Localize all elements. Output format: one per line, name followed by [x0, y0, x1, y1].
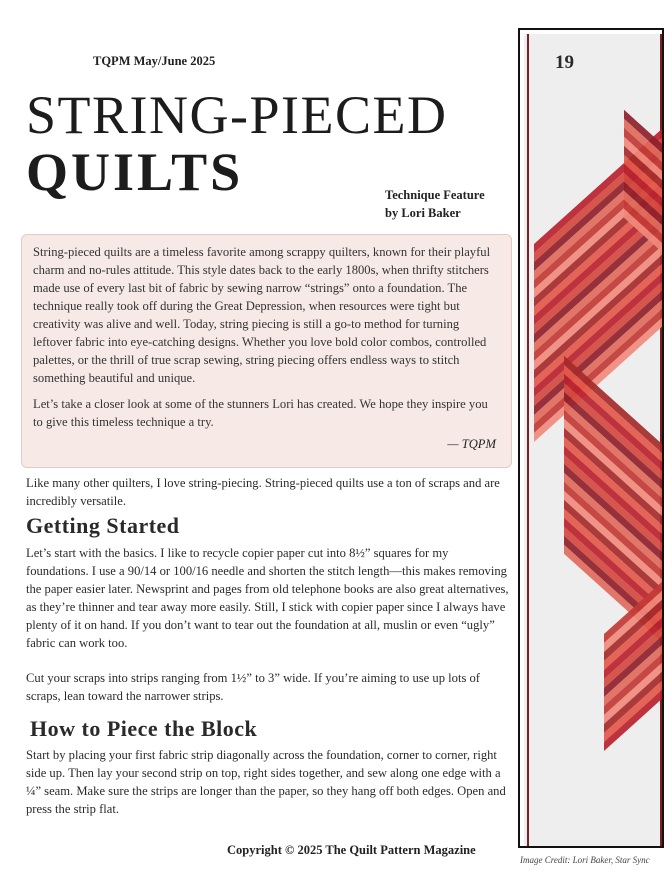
- getting-started-paragraph-2: Cut your scraps into strips ranging from 1½” to 3” wide. If you’re aiming to use up lots of scraps, lean toward the narrower strips.: [26, 671, 480, 703]
- intro-paragraph-1: String-pieced quilts are a timeless favorite among scrappy quilters, known for their playful charm and no-rules attitude. This style dates back to the early 1800s, when thrifty stitchers made use of every last bit of fabric by sewing narrow “strings” onto a foundation. The technique really took off during the Great Depression, when resources were tight but creativity was alive and well. Today, string piecing is still a go-to method for turning leftover fabric into eye-catching designs. Whether you love bold color combos, controlled palettes, or the thrill of true scrap sewing, string piecing offers endless ways to stitch something beautiful and unique.: [33, 245, 491, 385]
- feature-type: Technique Feature: [385, 188, 485, 202]
- feature-byline: [385, 186, 485, 222]
- how-to-piece-paragraph-1: Start by placing your first fabric strip diagonally across the foundation, corner to corner, right side up. Then lay your second strip on top, right sides together, and sew along one edge with a ¼” seam. Make sure the strips are longer than the paper, so they hang off both edges. Open and press the strip flat.: [26, 748, 506, 816]
- section-heading-how-to-piece: How to Piece the Block: [30, 716, 258, 741]
- getting-started-paragraph-1: Let’s start with the basics. I like to recycle copier paper cut into 8½” squares for my foundations. I use a 90/14 or 100/16 needle and shorten the stitch length—this makes removing the paper easier later. Newsprint and pages from old telephone books are also great alternatives, as they’re thinner and tear away more easily. Still, I stick with copier paper since I always have plenty of it on hand. If you don’t want to tear out the foundation at all, muslin or even “ugly” fabric can work too.: [26, 546, 509, 650]
- intro-paragraph-2: Let’s take a closer look at some of the stunners Lori has created. We hope they inspire you to give this timeless technique a try.: [33, 397, 488, 429]
- title-line-1: STRING-PIECED: [26, 85, 448, 145]
- intro-box: [21, 234, 512, 468]
- feature-author: by Lori Baker: [385, 206, 461, 220]
- title-line-2: QUILTS: [26, 142, 244, 202]
- quilt-image: [524, 34, 662, 846]
- issue-label: TQPM May/June 2025: [93, 54, 216, 68]
- intro-signature: — TQPM: [447, 437, 496, 451]
- copyright: Copyright © 2025 The Quilt Pattern Magazine: [227, 843, 476, 857]
- lead-paragraph: Like many other quilters, I love string-piecing. String-pieced quilts use a ton of scraps and are incredibly versatile.: [26, 476, 500, 508]
- quilt-photo: [518, 28, 664, 848]
- image-credit: Image Credit: Lori Baker, Star Sync: [520, 855, 650, 865]
- page-number: 19: [555, 52, 574, 73]
- section-heading-getting-started: Getting Started: [26, 513, 180, 538]
